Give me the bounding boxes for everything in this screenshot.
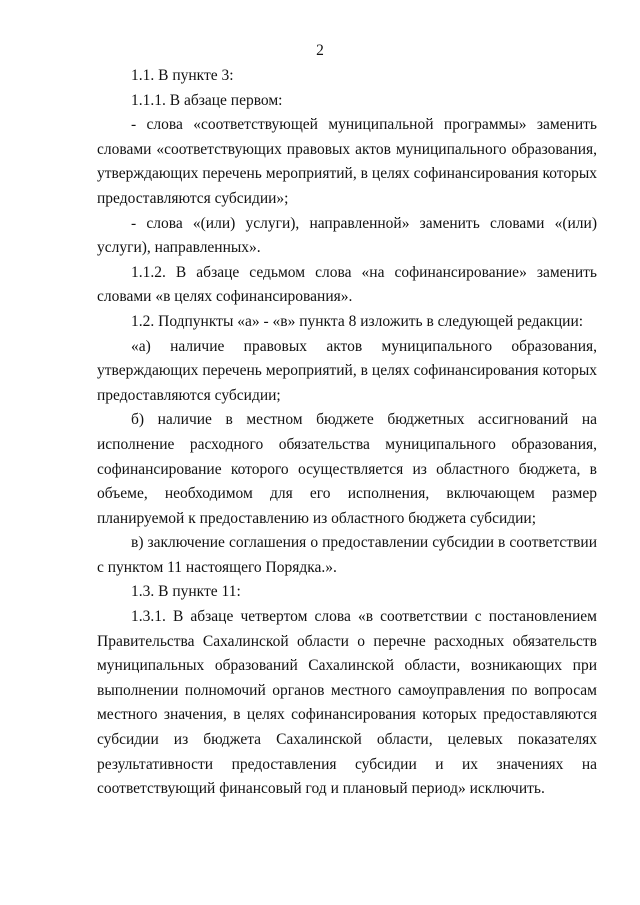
paragraph-1-1-1: 1.1.1. В абзаце первом: [131,91,283,109]
paragraph-1-1-2: 1.1.2. В абзаце седьмом слова «на софинансирование» заменить словами «в целях софинансирования». [97,263,597,306]
paragraph-subitem-b: б) наличие в местном бюджете бюджетных ассигнований на исполнение расходного обязательства муниципального образования, софинансирование которого осуществляется из областного бюджета, в объеме, необходимом для его исполнения, включающем размер планируемой к предоставлению из областного бюджета субсидии; [97,411,597,527]
page-number: 2 [316,42,324,59]
paragraph-replace-program: - слова «соответствующей муниципальной программы» заменить словами «соответствующих правовых актов муниципального образования, утверждающих перечень мероприятий, в целях софинансирования которых предоставляются субсидии»; [97,116,597,207]
paragraph-replace-services: - слова «(или) услуги), направленной» заменить словами «(или) услуги), направленных». [97,214,597,257]
paragraph-1-2: 1.2. Подпункты «а» - «в» пункта 8 изложить в следующей редакции: [131,312,584,330]
document-body [97,64,597,802]
paragraph-subitem-a: «а) наличие правовых актов муниципального образования, утверждающих перечень мероприятий, в целях софинансирования которых предоставляются субсидии; [97,337,597,404]
paragraph-1-1: 1.1. В пункте 3: [131,67,234,84]
paragraph-1-3-1: 1.3.1. В абзаце четвертом слова «в соответствии с постановлением Правительства Сахалинской области о перечне расходных обязательств муниципальных образований Сахалинской области, возникающих при выполнении полномочий органов местного самоуправления по вопросам местного значения, в целях софинансирования которых предоставляются субсидии из бюджета Сахалинской области, целевых показателях результативности предоставления субсидии и их значениях на соответствующий финансовый год и плановый период» исключить. [97,608,597,798]
paragraph-1-3: 1.3. В пункте 11: [131,583,241,601]
paragraph-subitem-v: в) заключение соглашения о предоставлении субсидии в соответствии с пунктом 11 настоящего Порядка.». [97,534,597,576]
